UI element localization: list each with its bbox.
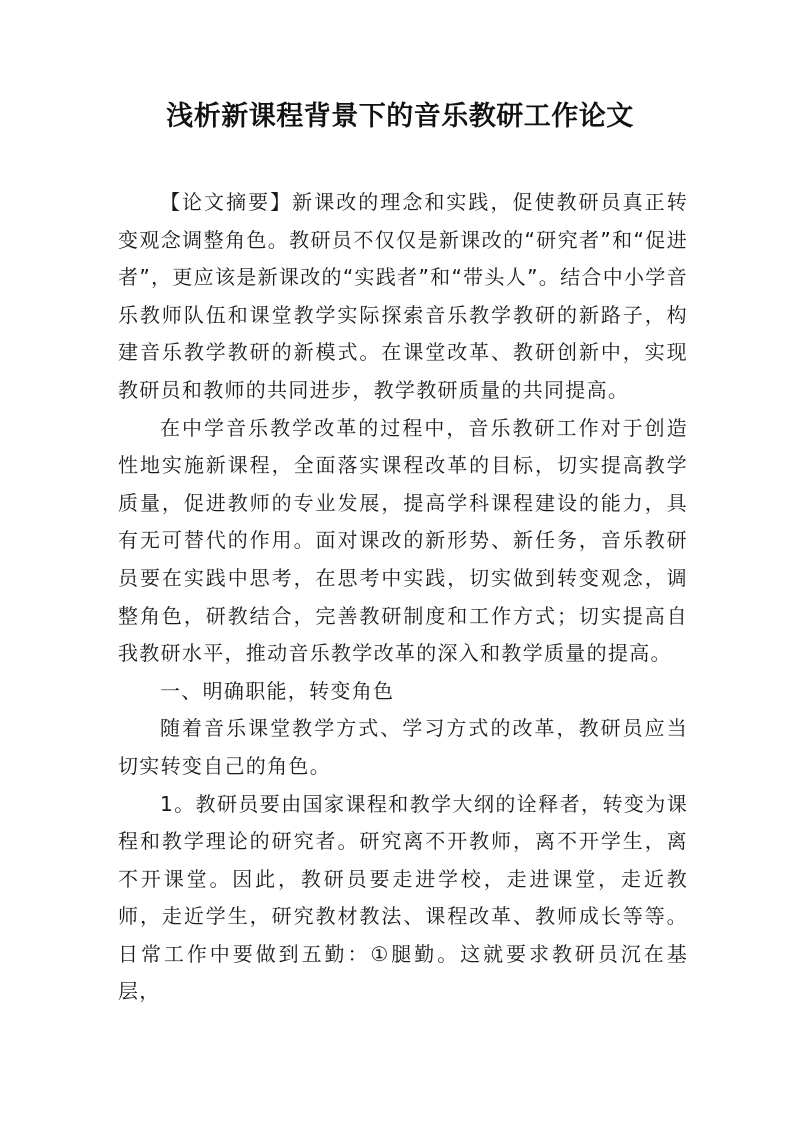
abstract-paragraph: 【论文摘要】新课改的理念和实践，促使教研员真正转变观念调整角色。教研员不仅仅是新课改的“研究者”和“促进者”，更应该是新课改的“实践者”和“带头人”。结合中小学音乐教师队伍和课堂教学实际探索音乐教学教研的新路子，构建音乐教学教研的新模式。在课堂改革、教研创新中，实现教研员和教师的共同进步，教学教研质量的共同提高。 <box>118 190 688 402</box>
body-paragraph: 随着音乐课堂教学方式、学习方式的改革，教研员应当切实转变自己的角色。 <box>118 716 688 778</box>
intro-paragraph: 在中学音乐教学改革的过程中，音乐教研工作对于创造性地实施新课程，全面落实课程改革的目标，切实提高教学质量，促进教师的专业发展，提高学科课程建设的能力，具有无可替代的作用。面对课改的新形势、新任务，音乐教研员要在实践中思考，在思考中实践，切实做到转变观念，调整角色，研教结合，完善教研制度和工作方式；切实提高自我教研水平，推动音乐教学改革的深入和教学质量的提高。 <box>118 415 688 666</box>
body-paragraph: 1。教研员要由国家课程和教学大纲的诠释者，转变为课程和教学理论的研究者。研究离不开教师，离不开学生，离不开课堂。因此，教研员要走进学校，走进课堂，走近教师，走近学生，研究教材教法、课程改革、教师成长等等。日常工作中要做到五勤：①腿勤。这就要求教研员沉在基层， <box>118 791 688 1004</box>
section-heading: 一、明确职能，转变角色 <box>160 678 395 703</box>
document-body <box>118 184 688 1011</box>
document-title: 浅析新课程背景下的音乐教研工作论文 <box>166 101 634 132</box>
